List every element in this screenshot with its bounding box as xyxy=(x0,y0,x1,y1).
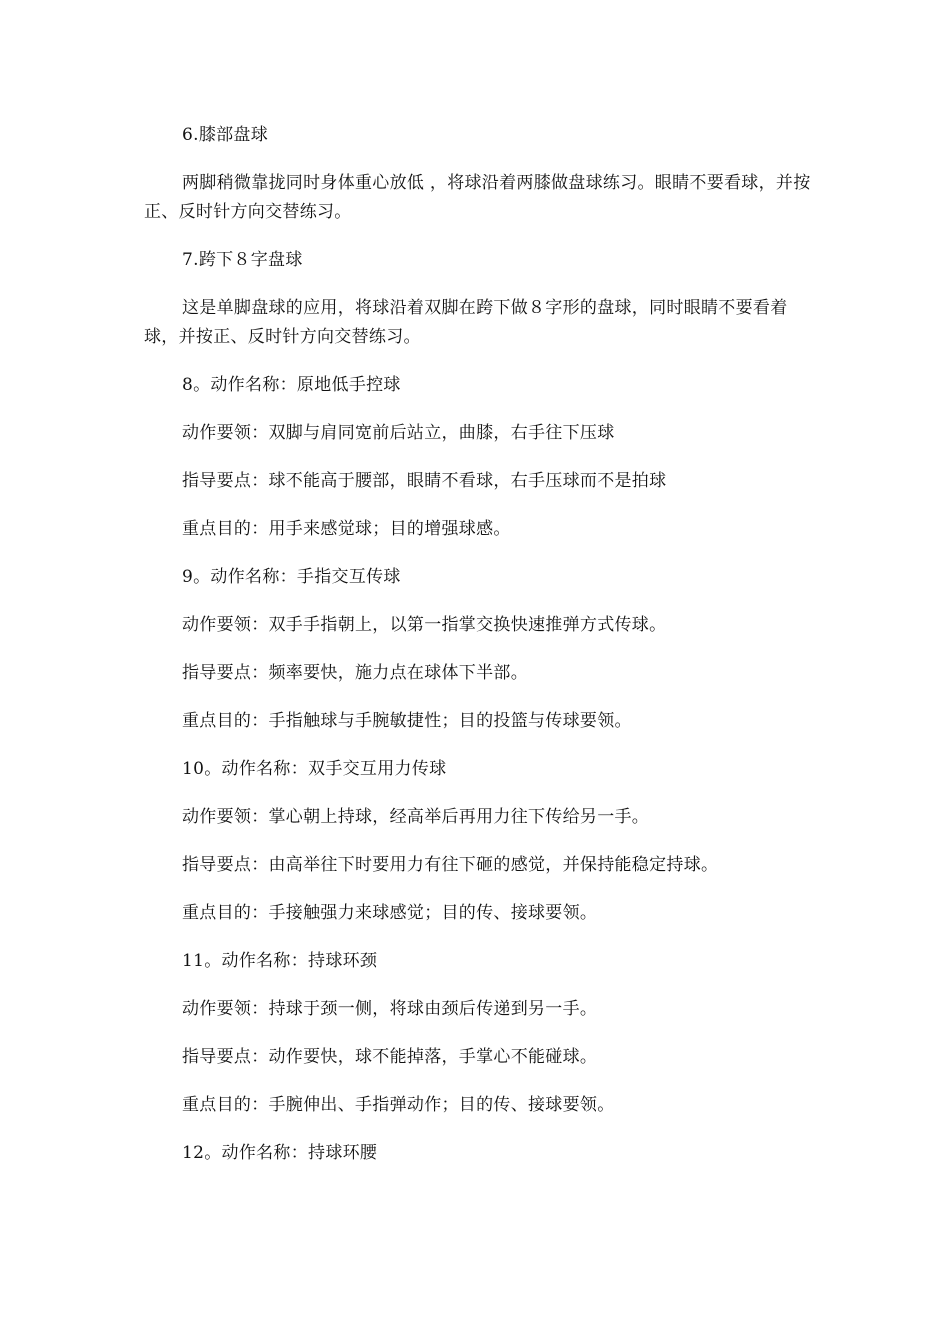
paragraph-figure-eight: 这是单脚盘球的应用，将球沿着双脚在跨下做８字形的盘球，同时眼睛不要看着球，并按正、反时针方向交替练习。 xyxy=(144,298,788,347)
paragraph-8-guidance: 指导要点：球不能高于腰部，眼睛不看球，右手压球而不是拍球 xyxy=(182,471,667,491)
paragraph-11-essentials: 动作要领：持球于颈一侧，将球由颈后传递到另一手。 xyxy=(182,999,598,1019)
paragraph-11-guidance: 指导要点：动作要快，球不能掉落，手掌心不能碰球。 xyxy=(182,1047,598,1067)
section-heading-12: 12。动作名称：持球环腰 xyxy=(182,1143,378,1163)
section-heading-knee-dribble: 6.膝部盘球 xyxy=(182,125,269,145)
paragraph-10-essentials: 动作要领：掌心朝上持球，经高举后再用力往下传给另一手。 xyxy=(182,807,650,827)
section-heading-figure-eight: 7.跨下８字盘球 xyxy=(182,250,303,270)
paragraph-10-guidance: 指导要点：由高举往下时要用力有往下砸的感觉，并保持能稳定持球。 xyxy=(182,855,719,875)
document-body xyxy=(144,121,812,1168)
paragraph-9-purpose: 重点目的：手指触球与手腕敏捷性；目的投篮与传球要领。 xyxy=(182,711,632,731)
paragraph-8-essentials: 动作要领：双脚与肩同宽前后站立，曲膝，右手往下压球 xyxy=(182,423,615,443)
section-heading-10: 10。动作名称：双手交互用力传球 xyxy=(182,759,447,779)
paragraph-knee-dribble: 两脚稍微靠拢同时身体重心放低 ，将球沿着两膝做盘球练习。眼睛不要看球，并按正、反时针方向交替练习。 xyxy=(144,173,811,222)
paragraph-9-essentials: 动作要领：双手手指朝上，以第一指掌交换快速推弹方式传球。 xyxy=(182,615,667,635)
paragraph-9-guidance: 指导要点：频率要快，施力点在球体下半部。 xyxy=(182,663,528,683)
section-heading-11: 11。动作名称：持球环颈 xyxy=(182,951,378,971)
paragraph-10-purpose: 重点目的：手接触强力来球感觉；目的传、接球要领。 xyxy=(182,903,598,923)
paragraph-11-purpose: 重点目的：手腕伸出、手指弹动作；目的传、接球要领。 xyxy=(182,1095,615,1115)
section-heading-8: 8。动作名称：原地低手控球 xyxy=(182,375,401,395)
paragraph-8-purpose: 重点目的：用手来感觉球；目的增强球感。 xyxy=(182,519,511,539)
section-heading-9: 9。动作名称：手指交互传球 xyxy=(182,567,401,587)
